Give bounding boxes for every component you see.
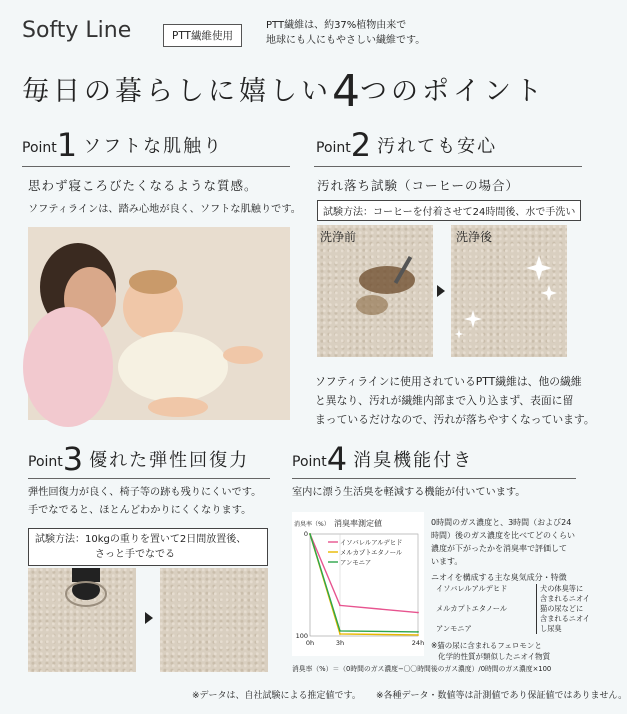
point1-subtitle: 思わず寝ころびたくなるような質感。: [28, 178, 258, 193]
y-tick-label: 100: [295, 632, 308, 640]
method-line: さっと手でなでる: [95, 549, 175, 560]
point3-method: [28, 528, 268, 566]
after-wash-label: 洗浄後: [456, 230, 493, 244]
description-line: まっているだけなので、汚れが落ちやすくなっています。: [315, 413, 595, 426]
legend-label: メルカプトエタノール: [340, 549, 403, 557]
odor-row: [436, 624, 590, 634]
odor-desc-line: 含まれるニオイ: [540, 594, 590, 603]
headline-text: 毎日の暮らしに嬉しい: [22, 76, 332, 107]
odor-table: [436, 584, 590, 634]
point-word: Point: [316, 140, 351, 156]
divider: [292, 478, 576, 479]
point-number: 4: [326, 440, 348, 478]
odor-table-title: ニオイを構成する主な臭気成分・特徴: [431, 573, 567, 582]
measurement-note: [431, 516, 575, 568]
odor-desc: [536, 604, 590, 624]
legend-label: イソバレルアルデヒド: [340, 539, 403, 547]
odor-desc: [536, 584, 590, 604]
x-tick-label: 0h: [305, 639, 315, 647]
point3-heading: [28, 440, 249, 478]
x-tick-label: 3h: [335, 639, 345, 647]
note-line: ※猫の尿に含まれるフェロモンと: [431, 641, 542, 650]
point-word: Point: [28, 454, 63, 470]
y-tick-label: 0: [303, 530, 308, 538]
odor-desc: し尿臭: [536, 624, 562, 634]
data-point: [417, 612, 419, 614]
point-word: Point: [292, 454, 327, 470]
data-point: [339, 633, 341, 635]
point2-heading: [316, 126, 497, 164]
odor-chart-panel: [292, 512, 424, 656]
odor-desc-line: 犬の体臭等に: [540, 584, 584, 593]
chart-title: 消臭率測定値: [334, 519, 382, 528]
headline-text: つのポイント: [360, 76, 546, 107]
note-line: 時間）後のガス濃度を比べてどのくらい: [431, 531, 575, 540]
odor-desc-line: 含まれるニオイ: [540, 614, 590, 623]
point2-subtitle: 汚れ落ち試験（コーヒーの場合）: [317, 178, 520, 193]
footer-note-measurement: ※各種データ・数値等は計測値であり保証値ではありません。: [376, 691, 627, 701]
point-title: 優れた弾性回復力: [89, 450, 250, 471]
point-title: ソフトな肌触り: [83, 136, 224, 157]
data-point: [339, 630, 341, 632]
description-line: 手でなでると、ほとんどわかりにくくなります。: [28, 505, 252, 516]
odor-row: [436, 584, 590, 604]
deodorization-formula: 消臭率（%）＝（0時間のガス濃度−〇〇時間後のガス濃度）/0時間のガス濃度×100: [292, 665, 552, 673]
note-line: 0時間のガス濃度と、3時間（および24: [431, 518, 572, 527]
point3-description: [28, 484, 261, 520]
brand-note: [266, 18, 476, 48]
data-point: [309, 533, 311, 535]
weight-test-photo: [28, 568, 136, 672]
odor-name: メルカプトエタノール: [436, 604, 508, 613]
description-line: ソフティラインに使用されているPTT繊維は、他の繊維: [315, 375, 582, 388]
point1-heading: [22, 126, 223, 164]
before-wash-label: 洗浄前: [320, 230, 357, 244]
brand-note-line: PTT繊維は、約37%植物由来で: [266, 20, 407, 31]
odor-desc-line: 猫の尿などに: [540, 604, 584, 613]
headline-number: 4: [332, 66, 360, 117]
brand-note-line: 地球にも人にもやさしい繊維です。: [266, 35, 426, 46]
page-headline: [22, 66, 546, 117]
point4-description: 室内に漂う生活臭を軽減する機能が付いています。: [292, 487, 526, 498]
point-number: 2: [350, 126, 372, 164]
method-line: 試験方法：10kgの重りを置いて2日間放置後、: [35, 534, 247, 545]
point2-description: [315, 372, 595, 429]
description-line: 弾性回復力が良く、椅子等の跡も残りにくいです。: [28, 487, 262, 498]
odor-row: [436, 604, 590, 624]
divider: [314, 166, 582, 167]
legend-label: アンモニア: [340, 559, 372, 567]
recovered-carpet-photo: [160, 568, 268, 672]
data-point: [339, 605, 341, 607]
odor-name: アンモニア: [436, 624, 472, 633]
ptt-tag: PTT繊維使用: [163, 24, 242, 47]
point1-description: ソフティラインは、踏み心地が良く、ソフトな肌触りです。: [28, 204, 301, 215]
x-tick-label: 24h: [411, 639, 425, 647]
data-point: [417, 634, 419, 636]
arrow-right-icon: [437, 285, 445, 297]
divider: [28, 478, 270, 479]
note-line: います。: [431, 557, 463, 566]
odor-name: イソバレルアルデヒド: [436, 584, 508, 593]
point-word: Point: [22, 140, 57, 156]
point-title: 汚れても安心: [377, 136, 498, 157]
point-number: 1: [56, 126, 78, 164]
note-line: 濃度が下がったかを消臭率で評価して: [431, 544, 567, 553]
note-line: 化学的性質が類似したニオイ物質: [438, 652, 551, 661]
point4-heading: [292, 440, 473, 478]
mother-baby-photo: [28, 227, 290, 420]
footer-note-estimate: ※データは、自社試験による推定値です。: [192, 691, 361, 701]
point-title: 消臭機能付き: [353, 450, 474, 471]
divider: [22, 166, 290, 167]
odor-chart: [292, 512, 424, 656]
point2-method: 試験方法：コーヒーを付着させて24時間後、水で手洗い: [317, 200, 581, 221]
point-number: 3: [62, 440, 84, 478]
data-point: [417, 631, 419, 633]
pheromone-note: [431, 640, 550, 662]
arrow-right-icon: [145, 612, 153, 624]
brand-title: Softy Line: [22, 18, 132, 43]
chart-y-label: 消臭率（%）: [294, 521, 330, 528]
description-line: と異なり、汚れが繊維内部まで入り込まず、表面に留: [315, 394, 574, 407]
